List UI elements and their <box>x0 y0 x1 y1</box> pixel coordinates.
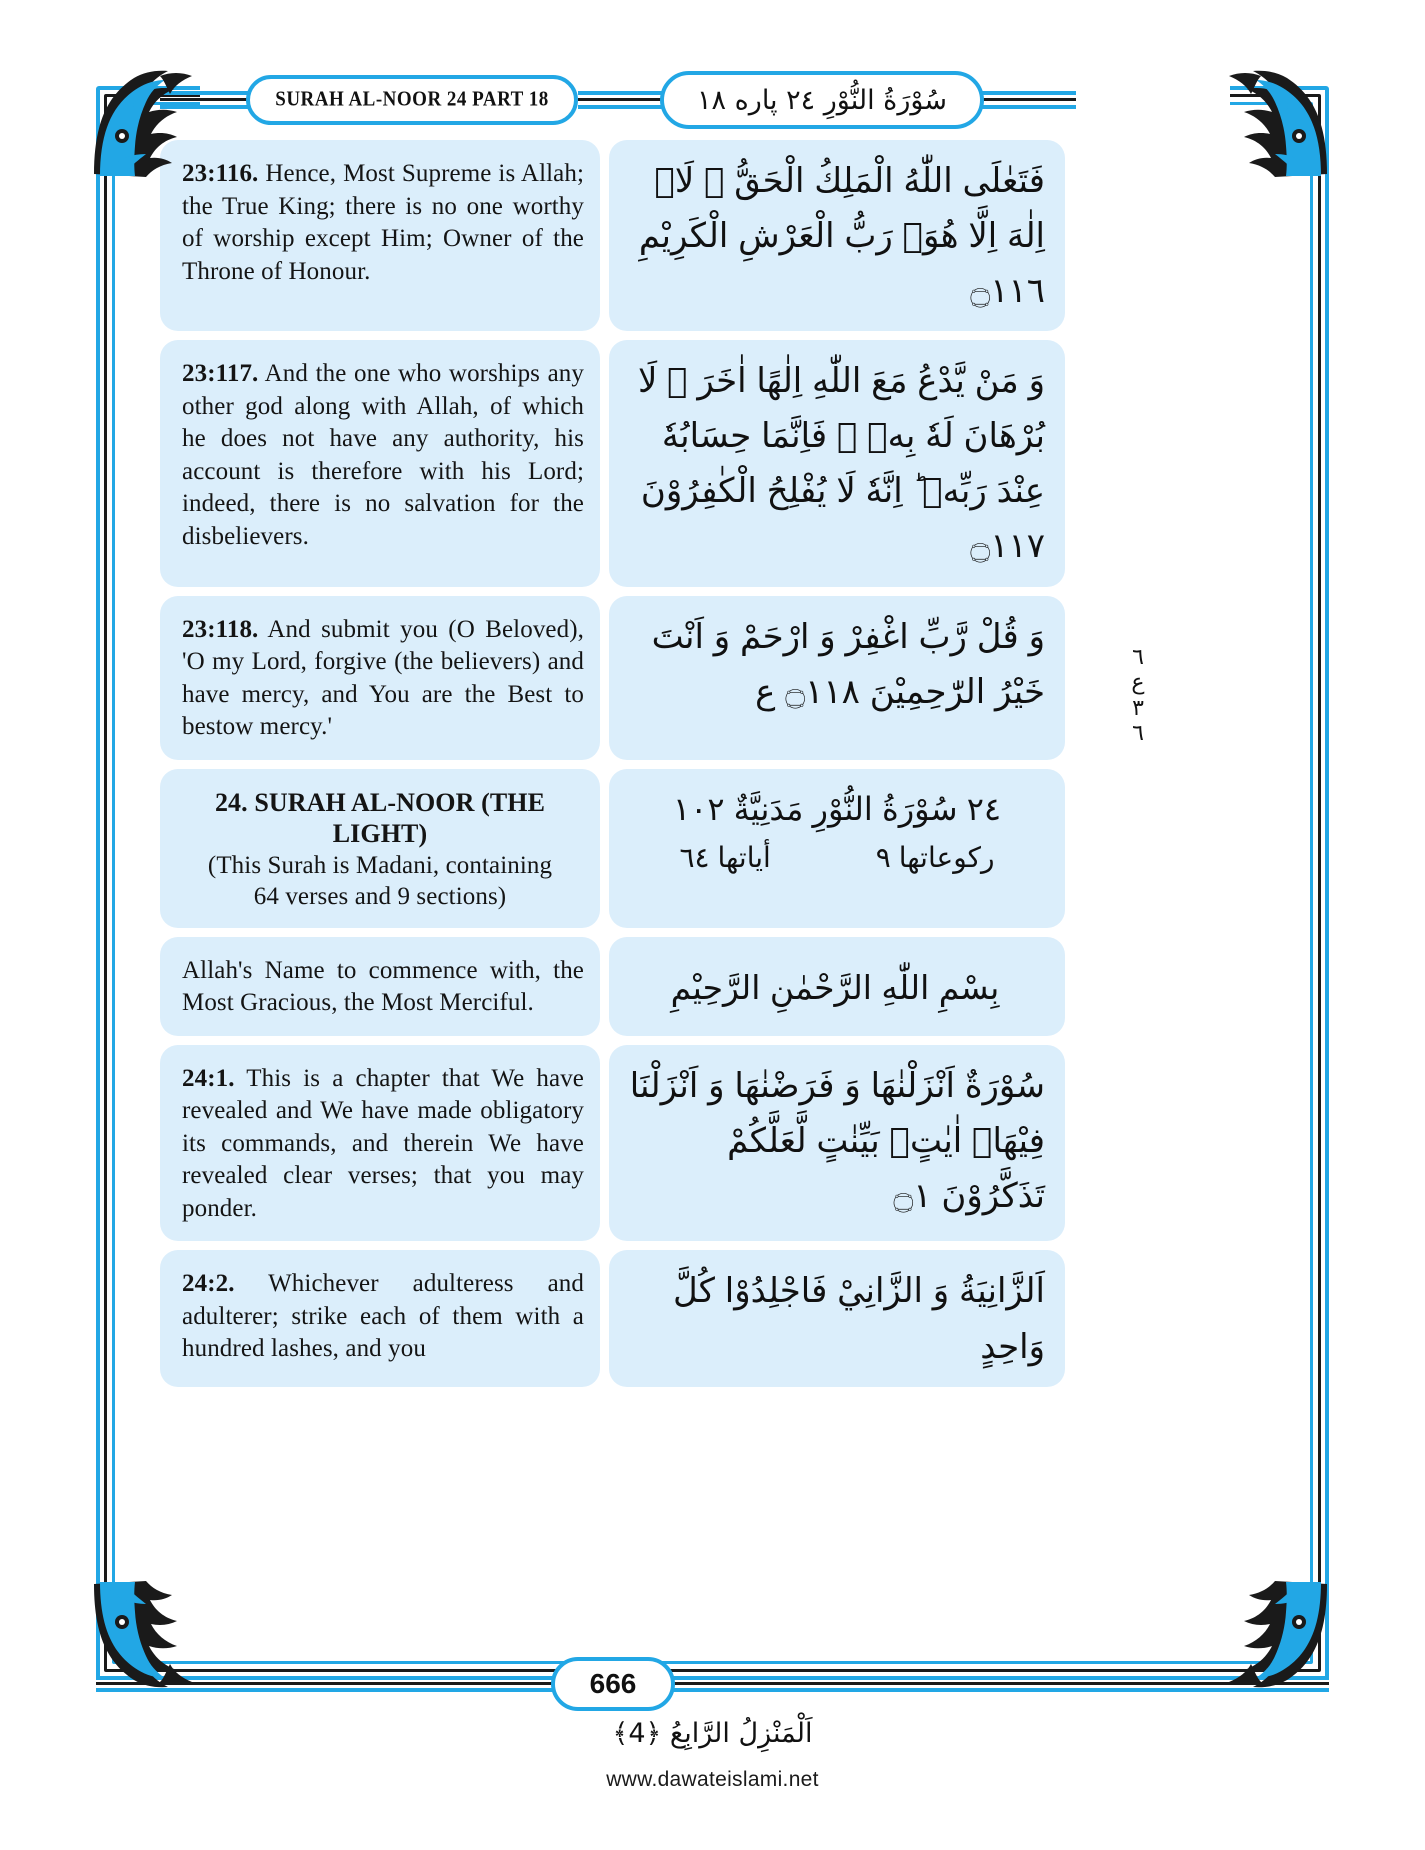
header-surah-english-cartouche <box>246 75 578 125</box>
verse-row <box>160 1250 1065 1386</box>
verse-reference: 23:118. <box>182 615 259 643</box>
verse-reference: 24:1. <box>182 1064 235 1092</box>
page-number: 666 <box>589 1668 637 1699</box>
surah-subtitle-line1: (This Surah is Madani, containing <box>207 851 553 879</box>
header-surah-arabic-cartouche <box>660 71 984 129</box>
verse-english-cell <box>160 1045 600 1242</box>
surah-verses-group <box>680 836 771 879</box>
footer-rule-blue-top <box>96 1676 1329 1680</box>
header-connector-blue-bottom <box>578 105 664 109</box>
verse-english-text: Whichever adulteress and adulterer; strike each of them with a hundred lashes, and you <box>182 1270 584 1363</box>
verse-row <box>160 340 1065 586</box>
verse-arabic-cell: اَلزَّانِيَةُ وَ الزَّانِيْ فَاجْلِدُوْا كُلَّ وَاحِدٍ <box>609 1250 1065 1386</box>
surah-verses-count: ٦٤ <box>679 841 710 875</box>
verse-english-text: Hence, Most Supreme is Allah; the True King; there is no one worthy of worship except Him; Owner of the Throne of Honour. <box>182 160 585 285</box>
verse-reference: 24:2. <box>182 1270 235 1298</box>
footer-rule-blue-bottom <box>96 1688 1329 1692</box>
manzil-label: اَلْمَنْزِلُ الرَّابِعُ ﴿4﴾ <box>612 1718 813 1749</box>
verse-arabic-cell: وَ قُلْ رَّبِّ اغْفِرْ وَ ارْحَمْ وَ اَنْتَ خَيْرُ الرّٰحِمِيْنَ ۝١١٨ ع <box>609 596 1065 760</box>
surah-title-arabic-cell <box>609 769 1065 928</box>
verse-row <box>160 1045 1065 1242</box>
verse-english-cell <box>160 140 600 331</box>
verse-reference: 23:117. <box>182 360 259 388</box>
surah-sections-label: ركوعاتها <box>898 841 995 875</box>
ruku-marker-bottom: ٣ <box>1132 695 1144 721</box>
ruku-marker-last: ٦ <box>1132 720 1144 746</box>
ruku-margin-marker <box>1118 645 1158 746</box>
verse-english-cell <box>160 596 600 760</box>
verse-list <box>160 140 1065 1396</box>
bismillah-row <box>160 937 1065 1036</box>
ruku-marker-mid: ع <box>1131 670 1145 696</box>
header-connector-blue-top <box>578 91 664 95</box>
bismillah-arabic-cell: بِسْمِ اللّٰهِ الرَّحْمٰنِ الرَّحِيْمِ <box>609 937 1065 1036</box>
surah-sections-group <box>876 836 995 879</box>
verse-arabic-cell: فَتَعٰلَى اللّٰهُ الْمَلِكُ الْحَقُّ ۚ لَاۤ اِلٰهَ اِلَّا هُوَۚ رَبُّ الْعَرْشِ الْكَرِيْمِ ۝١١٦ <box>609 140 1065 331</box>
surah-title-arabic: ٢٤ سُوْرَةُ النُّوْرِ مَدَنِيَّةٌ ١٠٢ <box>672 789 1002 828</box>
surah-title-line2: LIGHT) <box>332 819 428 849</box>
corner-ornament-top-left-icon <box>86 62 206 182</box>
corner-ornament-bottom-right-icon <box>1215 1576 1335 1696</box>
header-connector-right-black <box>980 98 1076 101</box>
surah-title-line1: 24. SURAH AL-NOOR (THE <box>214 787 546 817</box>
surah-title-english-cell <box>160 769 600 928</box>
surah-subtitle-line2: 64 verses and 9 sections) <box>253 882 507 910</box>
verse-english-cell <box>160 340 600 586</box>
surah-header-row <box>160 769 1065 928</box>
verse-reference: 23:116. <box>182 160 259 187</box>
surah-counts-arabic <box>627 836 1047 879</box>
header-connector-right-blue-bottom <box>980 105 1076 109</box>
verse-english-text: And the one who worships any other god along with Allah, of which he does not have any authority, his account is therefore with his Lord; indeed, there is no salvation for the disbelievers. <box>182 360 584 550</box>
surah-verses-label: أياتها <box>717 841 771 875</box>
header-surah-arabic-label: سُوْرَةُ النُّوْرِ ٢٤ پاره ١٨ <box>697 84 947 116</box>
page-number-cartouche <box>551 1657 675 1711</box>
verse-arabic-cell: سُوْرَةٌ اَنْزَلْنٰهَا وَ فَرَضْنٰهَا وَ اَنْزَلْنَا فِيْهَاۤ اٰيٰتٍۭ بَيِّنٰتٍ لَّعَلَّكُمْ تَذَكَّرُوْنَ ۝١ <box>609 1045 1065 1242</box>
verse-arabic-cell: وَ مَنْ يَّدْعُ مَعَ اللّٰهِ اِلٰهًا اٰخَرَ ۙ لَا بُرْهَانَ لَهٗ بِهٖ ۙ فَاِنَّمَا حِسَابُهٗ عِنْدَ رَبِّهٖ ؕ اِنَّهٗ لَا يُفْلِحُ الْكٰفِرُوْنَ ۝١١٧ <box>609 340 1065 586</box>
verse-english-text: This is a chapter that We have revealed and We have made obligatory its commands, and therein We have revealed clear verses; that you may ponder. <box>182 1064 584 1222</box>
verse-english-cell <box>160 1250 600 1386</box>
surah-sections-count: ٩ <box>875 841 891 875</box>
verse-row <box>160 140 1065 331</box>
verse-english-text: And submit you (O Beloved), 'O my Lord, forgive (the believers) and have mercy, and You are the Best to bestow mercy.' <box>182 615 584 741</box>
bismillah-english-cell: Allah's Name to commence with, the Most Gracious, the Most Merciful. <box>160 937 600 1036</box>
corner-ornament-bottom-left-icon <box>86 1576 206 1696</box>
header-connector-black <box>578 98 664 101</box>
header-connector-right-blue-top <box>980 91 1076 95</box>
website-label: www.dawateislami.net <box>606 1768 819 1791</box>
header-surah-english-label: SURAH AL-NOOR 24 PART 18 <box>275 87 549 112</box>
footer-rule-black <box>96 1682 1329 1685</box>
verse-row <box>160 596 1065 760</box>
ruku-marker-top: ٦ <box>1132 645 1144 670</box>
corner-ornament-top-right-icon <box>1215 62 1335 182</box>
footer-rule <box>96 1676 1329 1694</box>
